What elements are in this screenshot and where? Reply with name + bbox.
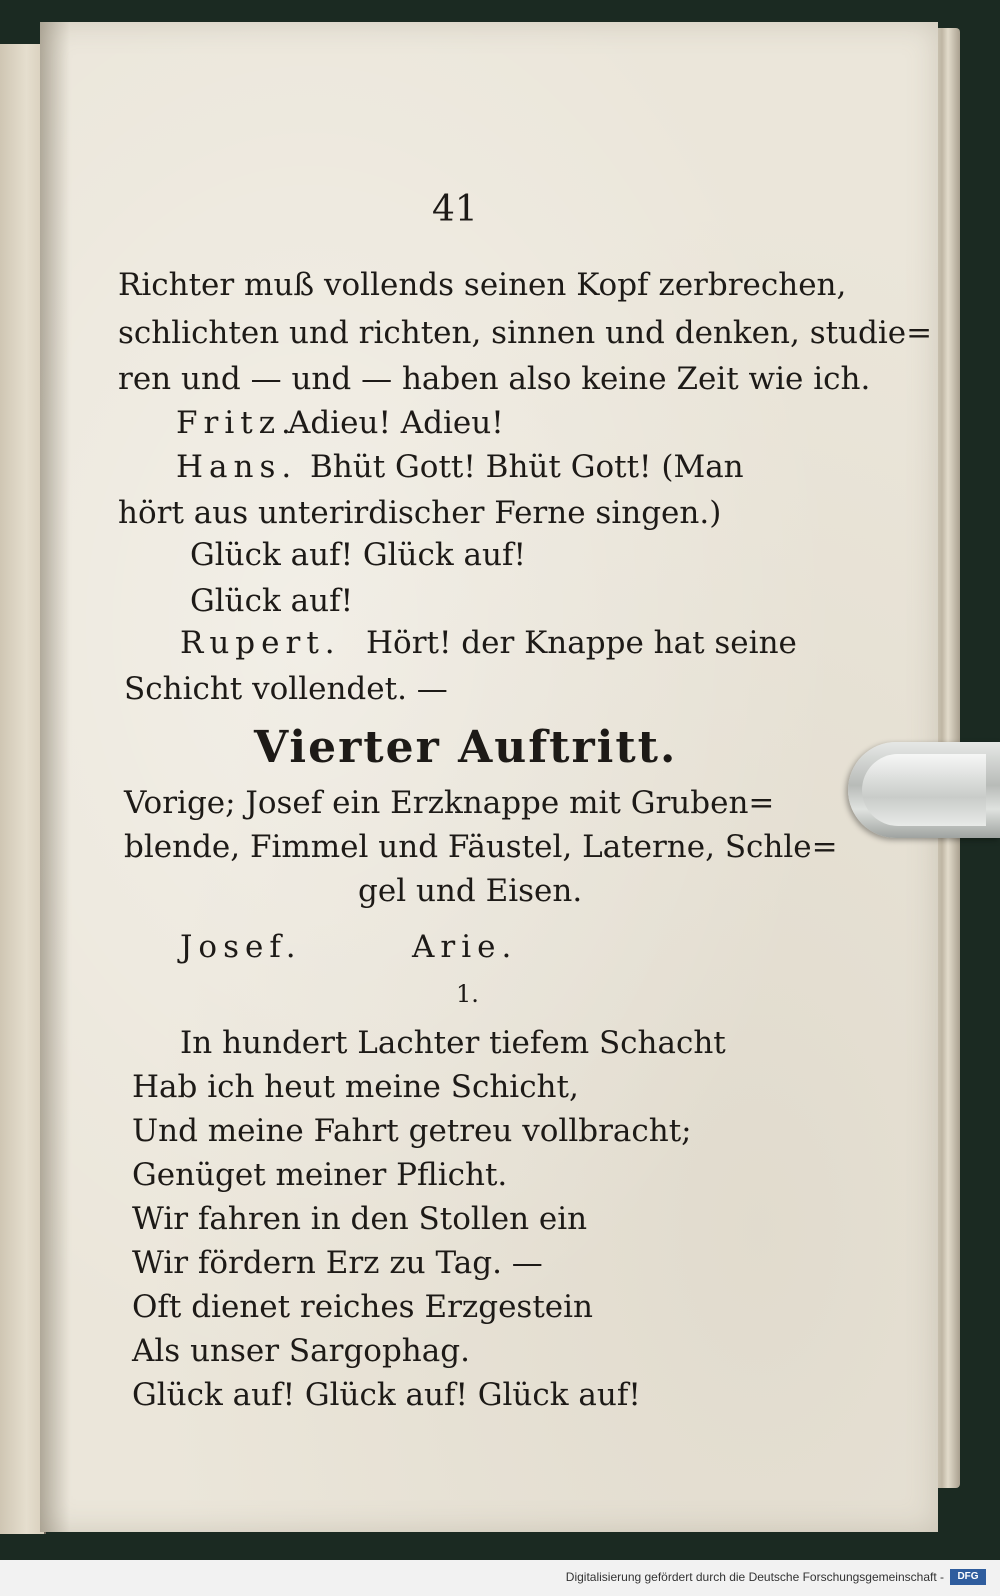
verse-number: 1. bbox=[456, 980, 479, 1008]
dialogue-line: Bhüt Gott! Bhüt Gott! (Man bbox=[310, 449, 744, 485]
verse-line: Genüget meiner Pflicht. bbox=[132, 1157, 508, 1193]
speaker-name: Fritz. bbox=[176, 405, 297, 441]
dialogue-line: Hört! der Knappe hat seine bbox=[366, 625, 797, 661]
stage-direction: gel und Eisen. bbox=[358, 873, 583, 909]
stage-direction: hört aus unterirdischer Ferne singen.) bbox=[118, 495, 722, 531]
verse-line: In hundert Lachter tiefem Schacht bbox=[180, 1025, 726, 1061]
page-number: 41 bbox=[432, 189, 478, 230]
verse-line: Glück auf! Glück auf! Glück auf! bbox=[132, 1377, 641, 1413]
text-line: schlichten und richten, sinnen und denken, studie= bbox=[118, 315, 933, 351]
verse-line: Als unser Sargophag. bbox=[132, 1333, 470, 1369]
song-title: Arie. bbox=[412, 929, 518, 965]
verse-line: Oft dienet reiches Erzgestein bbox=[132, 1289, 594, 1325]
page-clip bbox=[848, 742, 1000, 838]
scene-heading: Vierter Auftritt. bbox=[254, 722, 678, 773]
song-line: Glück auf! bbox=[190, 583, 354, 619]
text-line: Schicht vollendet. — bbox=[124, 671, 448, 707]
funding-credit: Digitalisierung gefördert durch die Deutsche Forschungsgemeinschaft - bbox=[565, 1570, 944, 1584]
page-clip-highlight bbox=[862, 754, 986, 826]
footer-bar bbox=[0, 1560, 1000, 1596]
verse-line: Wir fahren in den Stollen ein bbox=[132, 1201, 588, 1237]
stage-direction: blende, Fimmel und Fäustel, Laterne, Schle= bbox=[124, 829, 838, 865]
verse-line: Und meine Fahrt getreu vollbracht; bbox=[132, 1113, 692, 1149]
verse-line: Wir fördern Erz zu Tag. — bbox=[132, 1245, 543, 1281]
text-line: Richter muß vollends seinen Kopf zerbrechen, bbox=[118, 267, 847, 303]
spine-shadow bbox=[40, 22, 70, 1532]
verse-line: Hab ich heut meine Schicht, bbox=[132, 1069, 579, 1105]
speaker-name: Josef. bbox=[180, 929, 302, 965]
dfg-logo-icon: DFG bbox=[950, 1569, 986, 1585]
speaker-name: Hans. bbox=[176, 449, 298, 485]
song-line: Glück auf! Glück auf! bbox=[190, 537, 526, 573]
speaker-name: Rupert. bbox=[180, 625, 341, 661]
dialogue-line: Adieu! Adieu! bbox=[288, 405, 504, 441]
stage-direction: Vorige; Josef ein Erzknappe mit Gruben= bbox=[124, 785, 775, 821]
text-line: ren und — und — haben also keine Zeit wie ich. bbox=[118, 361, 871, 397]
